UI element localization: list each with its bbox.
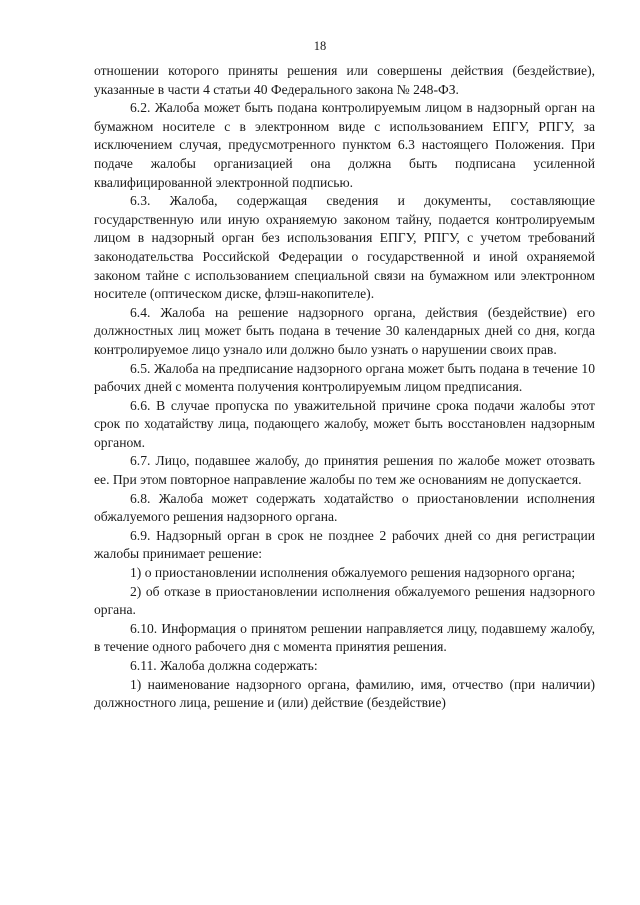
paragraph: 1) о приостановлении исполнения обжалуемого решения надзорного органа; [130, 565, 576, 581]
paragraph: 6.2. Жалоба может быть подана контролируемым лицом в надзорный орган на бумажном носителе с в электронном виде с использованием ЕПГУ, РПГУ, за исключением случая, предусмотренного пунктом 6.3 настоящего Положения. При подаче жалобы организацией она должна быть подписана усиленной квалифицированной электронной подписью. [94, 100, 595, 190]
paragraph: 6.7. Лицо, подавшее жалобу, до принятия решения по жалобе может отозвать ее. При этом повторное направление жалобы по тем же основаниям не допускается. [94, 453, 595, 488]
paragraph: 6.10. Информация о принятом решении направляется лицу, подавшему жалобу, в течение одного рабочего дня с момента принятия решения. [94, 620, 595, 655]
paragraph: 6.3. Жалоба, содержащая сведения и документы, составляющие государственную или иную охраняемую законом тайну, подается контролируемым лицом в надзорный орган без использования ЕПГУ, РПГУ, с учетом требований законодательства Российской Федерации о государственной и иной охраняемой законом тайне с использованием специальной связи на бумажном или электронном носителе (оптическом диске, флэш-накопителе). [94, 193, 595, 302]
paragraph-continuation: отношении которого приняты решения или совершены действия (бездействие), указанные в части 4 статьи 40 Федерального закона № 248-ФЗ. [94, 63, 595, 97]
paragraph: 6.11. Жалоба должна содержать: [130, 658, 318, 673]
page-number: 18 [313, 39, 327, 53]
paragraph: 2) об отказе в приостановлении исполнения обжалуемого решения надзорного органа. [94, 583, 595, 618]
document-body [94, 62, 595, 713]
paragraph: 6.8. Жалоба может содержать ходатайство о приостановлении исполнения обжалуемого решения надзорного органа. [94, 490, 595, 525]
paragraph: 6.5. Жалоба на предписание надзорного органа может быть подана в течение 10 рабочих дней с момента получения контролируемым лицом предписания. [94, 360, 595, 395]
paragraph: 1) наименование надзорного органа, фамилию, имя, отчество (при наличии) должностного лица, решение и (или) действие (бездействие) [94, 676, 595, 711]
paragraph: 6.4. Жалоба на решение надзорного органа, действия (бездействие) его должностных лиц может быть подана в течение 30 календарных дней со дня, когда контролируемое лицо узнало или должно было узнать о нарушении своих прав. [94, 304, 595, 357]
paragraph: 6.6. В случае пропуска по уважительной причине срока подачи жалобы этот срок по ходатайству лица, подающего жалобу, может быть восстановлен надзорным органом. [94, 397, 595, 450]
paragraph: 6.9. Надзорный орган в срок не позднее 2 рабочих дней со дня регистрации жалобы принимает решение: [94, 527, 595, 562]
